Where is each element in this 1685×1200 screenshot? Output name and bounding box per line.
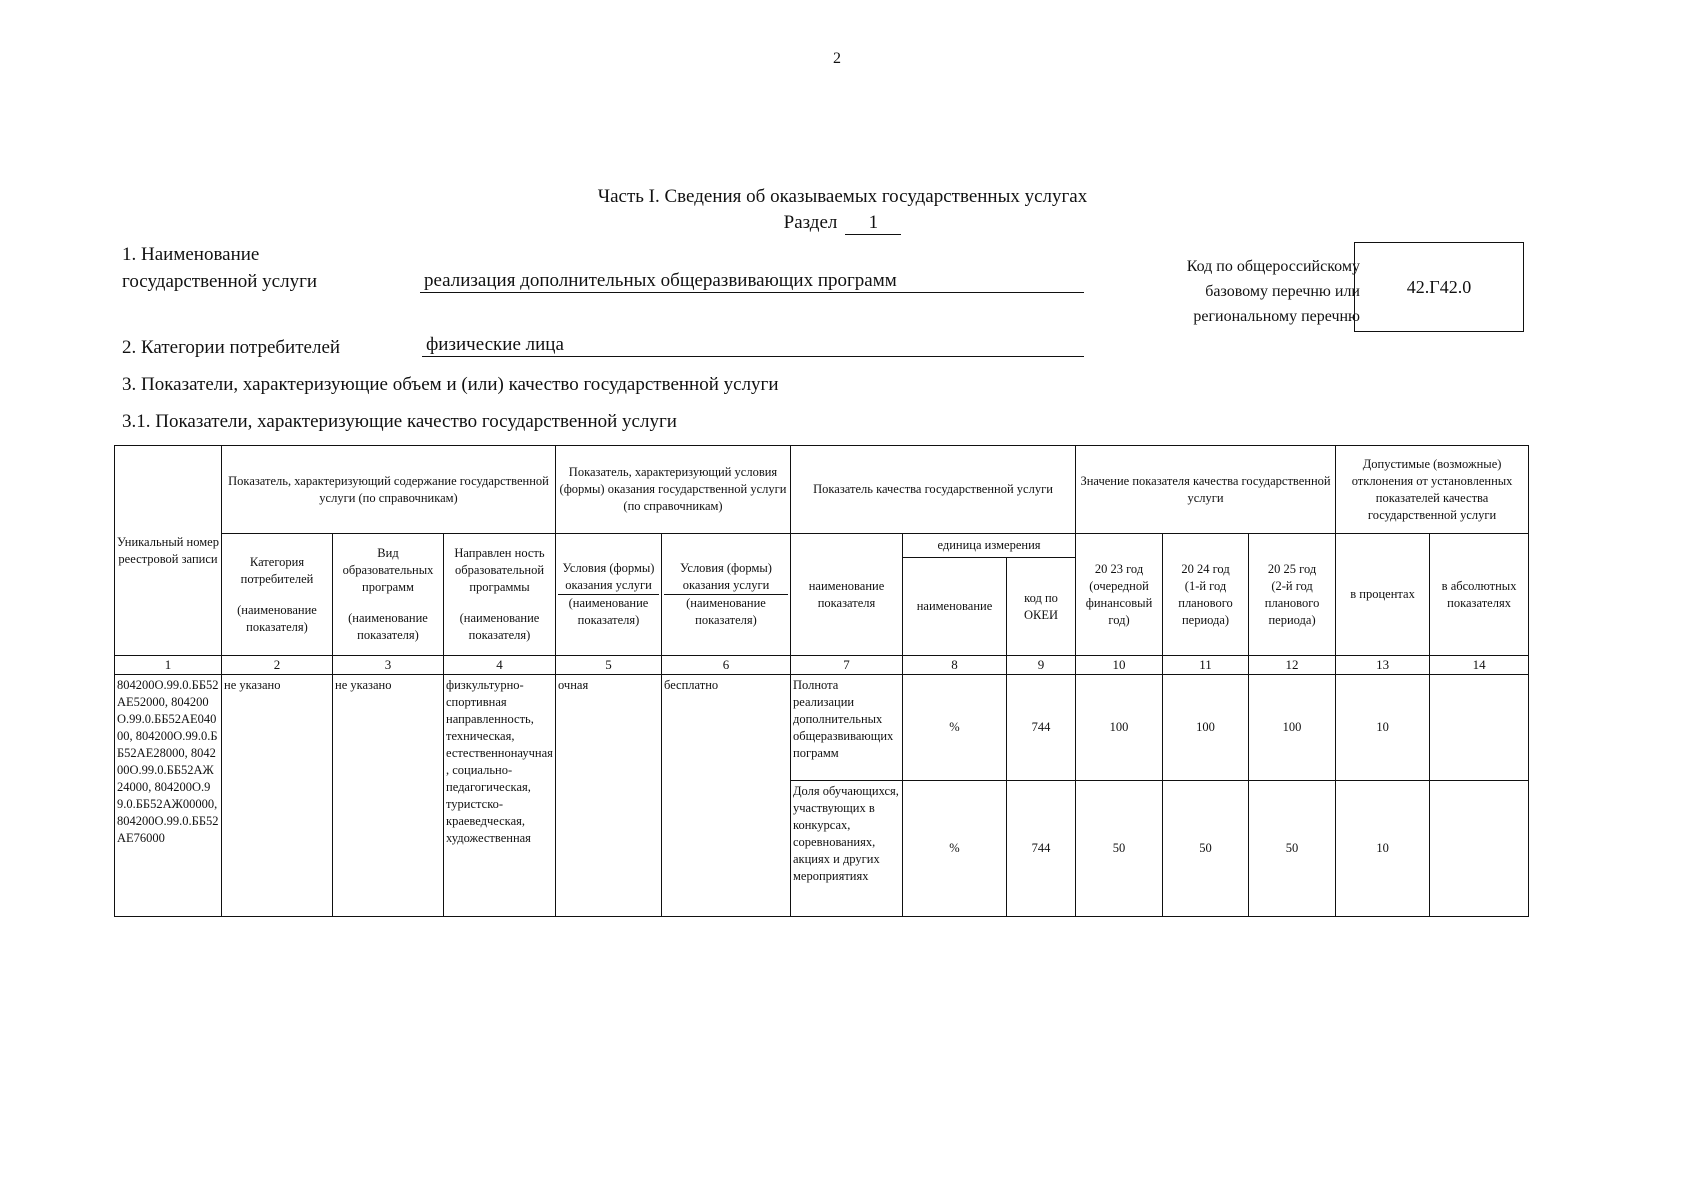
cell-unique-number: 804200О.99.0.ББ52АЕ52000, 804200О.99.0.ББ52АЕ04000, 804200О.99.0.ББ52АЕ28000, 804200О.99.0.ББ52АЖ24000, 804200О.99.0.ББ52АЖ00000, 804200О.99.0.ББ52АЕ76000 bbox=[115, 675, 222, 917]
column-number: 5 bbox=[556, 656, 662, 675]
cell-value-2023: 100 bbox=[1076, 675, 1163, 781]
service-name-label-line2: государственной услуги bbox=[122, 271, 318, 292]
column-number: 13 bbox=[1336, 656, 1430, 675]
cell-value-2024: 50 bbox=[1163, 781, 1249, 917]
column-number: 8 bbox=[903, 656, 1007, 675]
header-quality-value: Значение показателя качества государственной услуги bbox=[1076, 446, 1336, 534]
header-content-indicator: Показатель, характеризующий содержание государственной услуги (по справочникам) bbox=[222, 446, 556, 534]
heading-3: 3. Показатели, характеризующие объем и (или) качество государственной услуги bbox=[122, 374, 779, 395]
header-indicator-name: наименование показателя bbox=[791, 534, 903, 656]
column-number: 10 bbox=[1076, 656, 1163, 675]
header-program-type: Вид образовательных программ (наименование показателя) bbox=[333, 534, 444, 656]
code-label-line: Код по общероссийскому bbox=[1186, 258, 1360, 275]
column-number: 3 bbox=[333, 656, 444, 675]
cell-indicator-name: Полнота реализации дополнительных общеразвивающих пограмм bbox=[791, 675, 903, 781]
header-unit: единица измерения bbox=[903, 534, 1076, 558]
header-quality-indicator: Показатель качества государственной услуги bbox=[791, 446, 1076, 534]
cell-value-2024: 100 bbox=[1163, 675, 1249, 781]
header-unit-name: наименование bbox=[903, 558, 1007, 656]
cell-deviation-absolute bbox=[1430, 675, 1529, 781]
cell-program-type: не указано bbox=[333, 675, 444, 917]
header-deviation-absolute: в абсолютных показателях bbox=[1430, 534, 1529, 656]
service-name-label-line1: 1. Наименование bbox=[122, 244, 260, 265]
consumers-label: 2. Категории потребителей bbox=[122, 337, 341, 358]
column-number: 12 bbox=[1249, 656, 1336, 675]
column-number-row bbox=[115, 656, 1529, 675]
cell-value-2025: 50 bbox=[1249, 781, 1336, 917]
cell-deviation-absolute bbox=[1430, 781, 1529, 917]
cell-consumer-category: не указано bbox=[222, 675, 333, 917]
header-service-conditions: Условия (формы) оказания услуги (наименование показателя) bbox=[662, 534, 791, 656]
cell-value-2023: 50 bbox=[1076, 781, 1163, 917]
column-number: 7 bbox=[791, 656, 903, 675]
cell-program-direction: физкультурно-спортивная направленность, техническая, естественнонаучная, социально-педагогическая, туристско-краеведческая, художественная bbox=[444, 675, 556, 917]
section-line bbox=[0, 212, 1685, 235]
header-deviation-percent: в процентах bbox=[1336, 534, 1430, 656]
header-conditions-indicator: Показатель, характеризующий условия (формы) оказания государственной услуги (по справочникам) bbox=[556, 446, 791, 534]
code-label-line: базовому перечню или bbox=[1205, 283, 1360, 300]
part-title: Часть I. Сведения об оказываемых государственных услугах bbox=[597, 186, 1088, 207]
column-number: 14 bbox=[1430, 656, 1529, 675]
header-program-direction: Направлен ность образовательной программы (наименование показателя) bbox=[444, 534, 556, 656]
section-label: Раздел bbox=[783, 212, 838, 233]
header-unique-number: Уникальный номер реестровой записи bbox=[115, 446, 222, 656]
heading-3-1: 3.1. Показатели, характеризующие качество государственной услуги bbox=[122, 411, 677, 432]
code-label bbox=[1105, 254, 1360, 329]
header-year-2023: 20 23 год (очередной финансовый год) bbox=[1076, 534, 1163, 656]
cell-indicator-name: Доля обучающихся, участвующих в конкурсах, соревнованиях, акциях и других мероприятиях bbox=[791, 781, 903, 917]
cell-service-form: очная bbox=[556, 675, 662, 917]
cell-unit: % bbox=[903, 675, 1007, 781]
cell-okei: 744 bbox=[1007, 675, 1076, 781]
header-service-form: Условия (формы) оказания услуги (наименование показателя) bbox=[556, 534, 662, 656]
page-number: 2 bbox=[833, 50, 841, 67]
quality-indicators-table bbox=[114, 445, 1529, 917]
cell-deviation-percent: 10 bbox=[1336, 675, 1430, 781]
service-name-value: реализация дополнительных общеразвивающих программ bbox=[420, 270, 1084, 293]
code-value-box: 42.Г42.0 bbox=[1354, 242, 1524, 332]
column-number: 9 bbox=[1007, 656, 1076, 675]
column-number: 11 bbox=[1163, 656, 1249, 675]
service-name-label bbox=[122, 241, 317, 295]
cell-unit: % bbox=[903, 781, 1007, 917]
code-label-line: региональному перечню bbox=[1193, 308, 1360, 325]
header-year-2024: 20 24 год (1-й год планового периода) bbox=[1163, 534, 1249, 656]
column-number: 4 bbox=[444, 656, 556, 675]
header-year-2025: 20 25 год (2-й год планового периода) bbox=[1249, 534, 1336, 656]
column-number: 2 bbox=[222, 656, 333, 675]
cell-deviation-percent: 10 bbox=[1336, 781, 1430, 917]
cell-okei: 744 bbox=[1007, 781, 1076, 917]
header-okei-code: код по ОКЕИ bbox=[1007, 558, 1076, 656]
cell-value-2025: 100 bbox=[1249, 675, 1336, 781]
column-number: 6 bbox=[662, 656, 791, 675]
cell-service-conditions: бесплатно bbox=[662, 675, 791, 917]
table-row bbox=[115, 675, 1529, 781]
header-deviation: Допустимые (возможные) отклонения от установленных показателей качества государственной услуги bbox=[1336, 446, 1529, 534]
column-number: 1 bbox=[115, 656, 222, 675]
header-consumer-category: Категория потребителей (наименование показателя) bbox=[222, 534, 333, 656]
section-number: 1 bbox=[845, 212, 901, 235]
consumers-value: физические лица bbox=[422, 334, 1084, 357]
